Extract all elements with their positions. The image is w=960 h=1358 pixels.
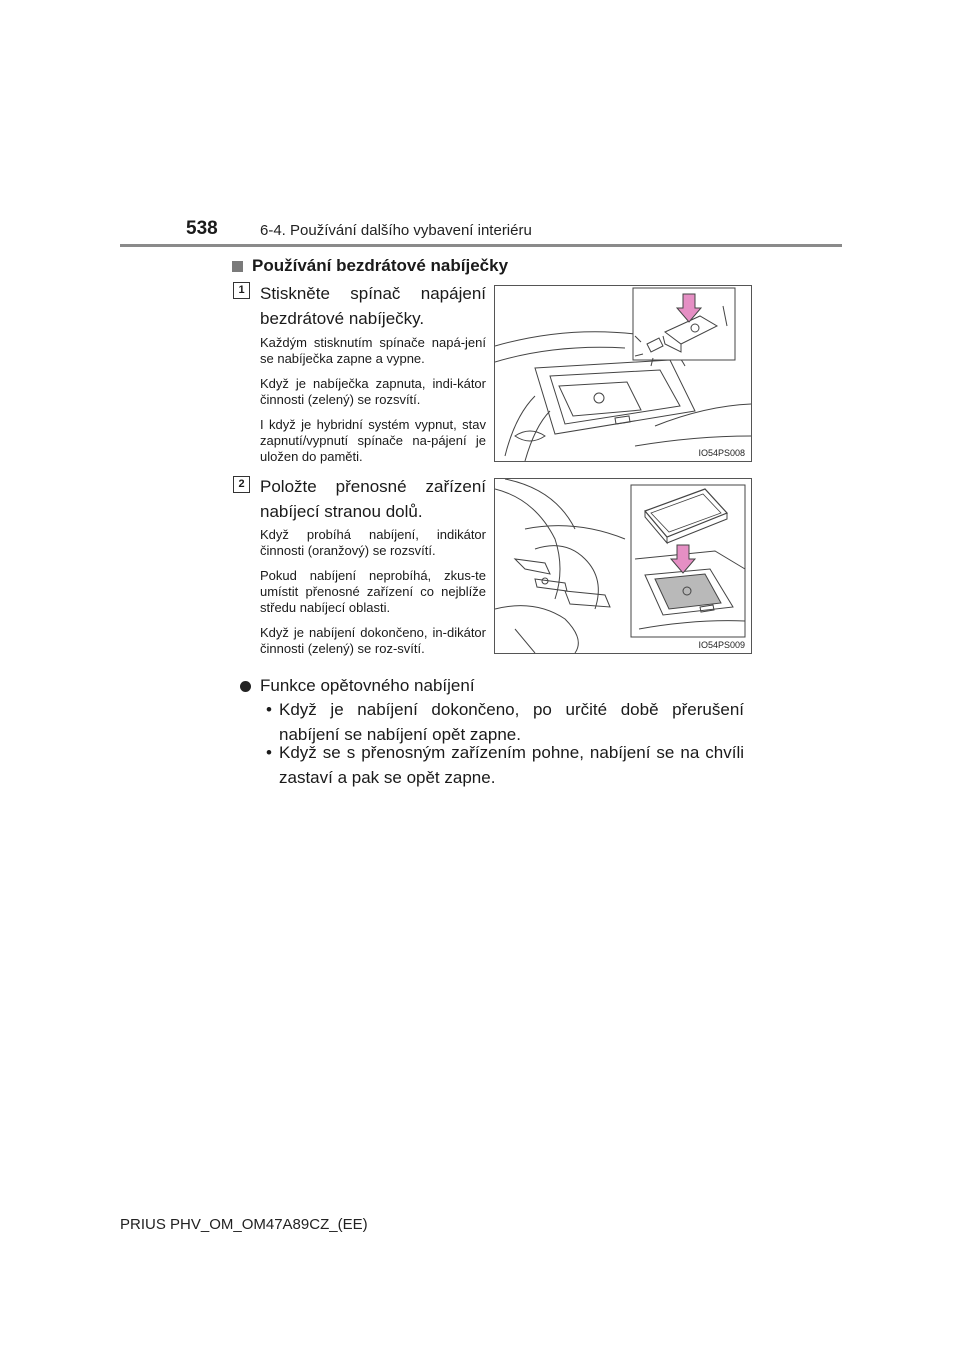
step-2-note-3: Když je nabíjení dokončeno, in-dikátor činnosti (zelený) se roz-svítí. [260, 625, 486, 656]
step-1-notes [260, 335, 486, 474]
page-number: 538 [186, 218, 218, 239]
figure-code-2: IO54PS009 [698, 640, 745, 650]
step-1-badge: 1 [233, 282, 250, 299]
feature-bullet-2 [266, 740, 744, 790]
step-1-figure [494, 285, 752, 462]
step-2-text: Položte přenosné zařízení nabíjecí stranou dolů. [260, 477, 486, 521]
figure-code-1: IO54PS008 [698, 448, 745, 458]
subheading-text: Používání bezdrátové nabíječky [252, 256, 509, 275]
step-1-text: Stiskněte spínač napájení bezdrátové nabíječky. [260, 284, 486, 328]
bullet-dot-icon: • [266, 700, 272, 719]
step-2-figure [494, 478, 752, 654]
bullet-dot-icon: • [266, 743, 272, 762]
step-2-badge: 2 [233, 476, 250, 493]
step-1-note-3: I když je hybridní systém vypnut, stav zapnutí/vypnutí spínače na-pájení je uložen do paměti. [260, 417, 486, 464]
wireless-charger-switch-illustration [495, 286, 751, 461]
step-2-note-2: Pokud nabíjení neprobíhá, zkus-te umístit přenosné zařízení co nejblíže středu nabíjecí oblasti. [260, 568, 486, 615]
square-bullet-icon [232, 261, 243, 272]
step-1-note-1: Každým stisknutím spínače napá-jení se nabíječka zapne a vypne. [260, 335, 486, 366]
subheading [232, 256, 508, 276]
step-2-note-1: Když probíhá nabíjení, indikátor činnosti (oranžový) se rozsvítí. [260, 527, 486, 558]
feature-heading [240, 676, 475, 696]
feature-title: Funkce opětovného nabíjení [260, 676, 475, 695]
feature-bullet-1-text: Když je nabíjení dokončeno, po určité době přerušení nabíjení se nabíjení opět zapne. [279, 700, 744, 744]
round-bullet-icon [240, 681, 251, 692]
section-title: 6-4. Používání dalšího vybavení interiéru [260, 222, 532, 239]
footer-code: PRIUS PHV_OM_OM47A89CZ_(EE) [120, 1216, 368, 1233]
step-2-notes [260, 527, 486, 666]
header-rule [120, 244, 842, 247]
step-1-note-2: Když je nabíječka zapnuta, indi-kátor činnosti (zelený) se rozsvítí. [260, 376, 486, 407]
feature-bullet-2-text: Když se s přenosným zařízením pohne, nabíjení se na chvíli zastaví a pak se opět zapne. [279, 743, 744, 787]
wireless-charger-placement-illustration [495, 479, 751, 653]
